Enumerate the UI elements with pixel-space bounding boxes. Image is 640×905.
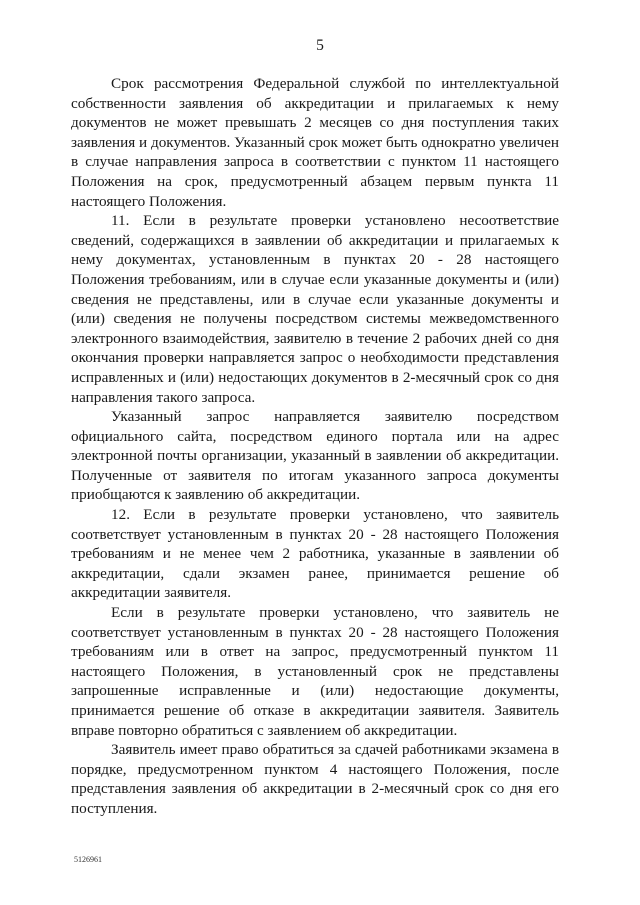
paragraph-exam-right: Заявитель имеет право обратиться за сдачей работниками экзамена в порядке, предусмотренном пунктом 4 настоящего Положения, после представления заявления об аккредитации в 2-месячный срок со дня его поступления. [71,741,559,817]
paragraph-item-12: 12. Если в результате проверки установлено, что заявитель соответствует установленным в пунктах 20 - 28 настоящего Положения требованиям и не менее чем 2 работника, указанные в заявлении об аккредитации, сдали экзамен ранее, принимается решение об аккредитации заявителя. [71,506,559,602]
page-number: 5 [316,37,324,54]
paragraph-request-delivery: Указанный запрос направляется заявителю посредством официального сайта, посредством единого портала или на адрес электронной почты организации, указанный в заявлении об аккредитации. Полученные от заявителя по итогам указанного запроса документы приобщаются к заявлению об аккредитации. [71,408,559,504]
document-code: 5126961 [74,855,102,864]
paragraph-refusal: Если в результате проверки установлено, что заявитель не соответствует установленным в пунктах 20 - 28 настоящего Положения требованиям или в ответ на запрос, предусмотренный пунктом 11 настоящего Положения, в установленный срок не представлены запрошенные исправленные и (или) недостающие документы, принимается решение об отказе в аккредитации заявителя. Заявитель вправе повторно обратиться с заявлением об аккредитации. [71,604,559,739]
document-body [71,74,559,819]
paragraph-item-11: 11. Если в результате проверки установлено несоответствие сведений, содержащихся в заявлении об аккредитации и прилагаемых к нему документах, установленным в пунктах 20 - 28 настоящего Положения требованиям, или в случае если указанные документы и (или) сведения не представлены, или в случае если указанные документы и (или) сведения не получены посредством системы межведомственного электронного взаимодействия, заявителю в течение 2 рабочих дней со дня окончания проверки направляется запрос о необходимости представления исправленных и (или) недостающих документов в 2-месячный срок со дня направления такого запроса. [71,212,559,406]
paragraph-review-period: Срок рассмотрения Федеральной службой по интеллектуальной собственности заявления об аккредитации и прилагаемых к нему документов не может превышать 2 месяцев со дня поступления таких заявления и документов. Указанный срок может быть однократно увеличен в случае направления запроса в соответствии с пунктом 11 настоящего Положения на срок, предусмотренный абзацем первым пункта 11 настоящего Положения. [71,75,559,210]
